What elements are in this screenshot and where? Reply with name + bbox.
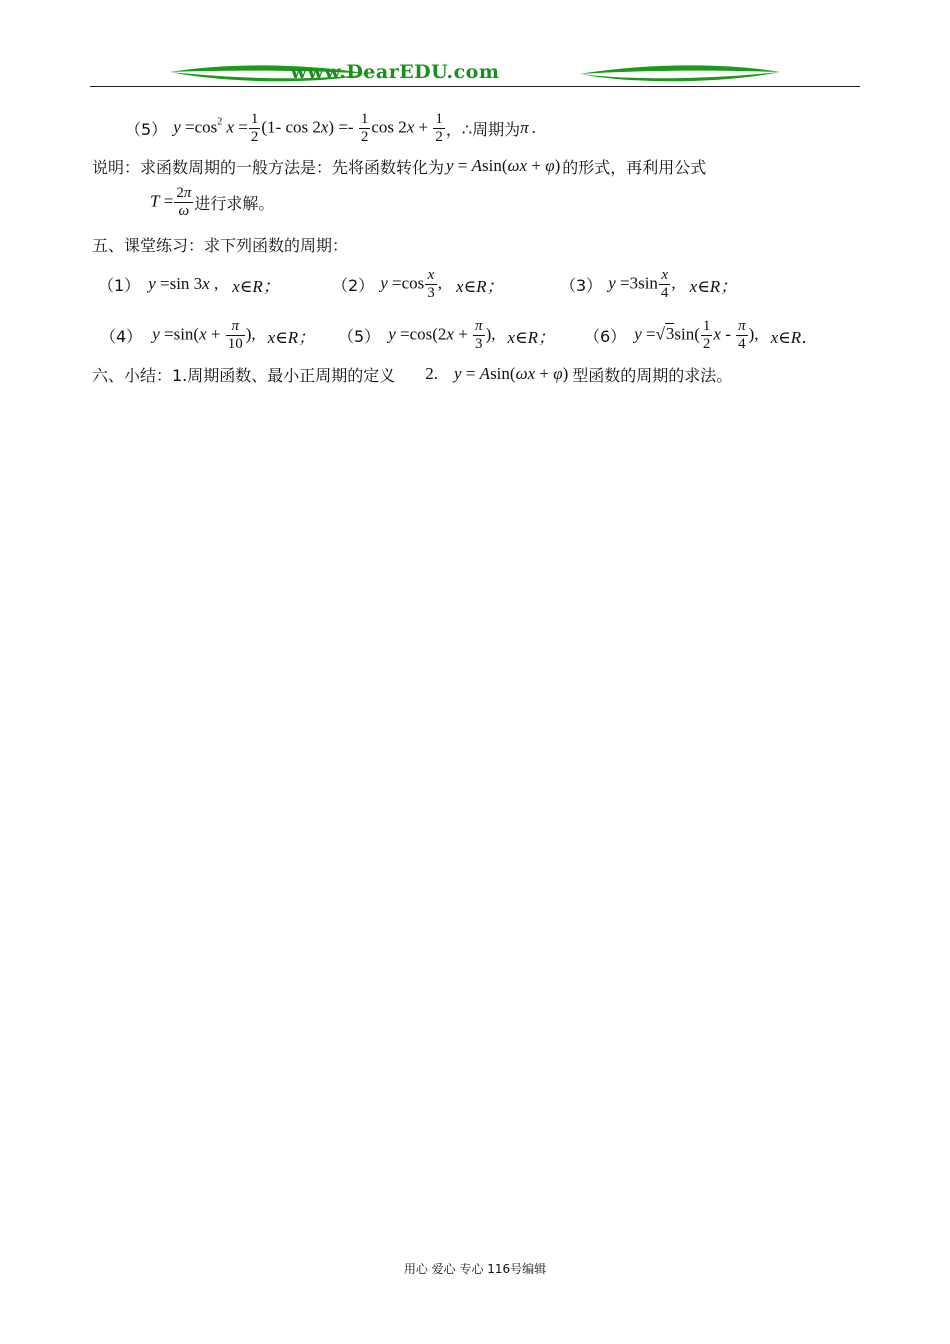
- exercise-1-formula: y =sin 3x ,: [148, 274, 219, 293]
- note-label: 说明：求函数周期的一般方法是：先将函数转化为: [92, 157, 445, 177]
- note-formula: y = Asin(ωx + φ): [446, 156, 561, 175]
- page-footer: 用心 爱心 专心 116号编辑: [403, 1262, 547, 1276]
- exercise-1: [98, 262, 280, 306]
- exercise-4: [100, 313, 315, 357]
- exercise-5-number: （5）: [338, 326, 381, 346]
- period-formula-tail: 进行求解。: [194, 193, 275, 213]
- item-5-formula: $y =\cos^2$ x = $\frac{1}{2}$ (1- cos 2x) =- $\frac{1}{2}$ cos 2x + $\frac{1}{2}$: [173, 110, 443, 145]
- exercise-2-number: （2）: [332, 275, 375, 295]
- item-5-line: [125, 106, 536, 150]
- note-line: [92, 154, 706, 178]
- exercise-1-domain: x∈R；: [232, 276, 280, 296]
- period-formula: T = $\frac{2\pi}{\omega}$: [150, 184, 192, 219]
- exercise-3: [560, 262, 737, 306]
- logo-text: www.DearEDU.com: [290, 61, 500, 83]
- exercise-5-domain: x∈R；: [507, 327, 555, 347]
- item-5-tail: ，∴周期为: [445, 119, 521, 139]
- section-6-line: [92, 362, 732, 386]
- exercise-3-number: （3）: [560, 275, 603, 295]
- exercise-6-number: （6）: [584, 326, 627, 346]
- exercise-3-formula: y =3sin $\frac{x}{4}$ ,: [608, 266, 676, 301]
- exercise-5: [338, 313, 555, 357]
- note-after: 的形式，再利用公式: [562, 157, 707, 177]
- section-6-tail: 型函数的周期的求法。: [572, 365, 733, 385]
- exercise-5-formula: y =cos(2x + $\frac{\pi}{3}$ ),: [388, 317, 496, 352]
- exercise-4-formula: y =sin(x + $\frac{\pi}{10}$ ),: [152, 317, 256, 352]
- exercise-6: [584, 313, 818, 357]
- page-header: [90, 60, 860, 90]
- item-5-number: （5）: [125, 119, 168, 139]
- period-formula-line: [150, 180, 274, 224]
- exercise-1-number: （1）: [98, 275, 141, 295]
- item-5-pi: π: [520, 118, 529, 137]
- item-5-dot: .: [531, 118, 536, 137]
- exercise-2: [332, 262, 504, 306]
- exercise-3-domain: x∈R；: [689, 276, 738, 296]
- exercise-4-domain: x∈R；: [267, 327, 316, 347]
- exercise-6-formula: y =√3sin( $\frac{1}{2}$ x - $\frac{\pi}{4}$ ),: [634, 317, 759, 352]
- section-6-title: 六、小结：1.周期函数、最小正周期的定义: [92, 365, 396, 385]
- exercise-2-formula: y =cos $\frac{x}{3}$ ,: [380, 266, 442, 301]
- header-rule: [90, 86, 860, 87]
- exercise-2-domain: x∈R；: [455, 276, 504, 296]
- section-6-item2-number: 2.: [425, 364, 439, 383]
- section-6-formula: y = Asin(ωx + φ): [454, 364, 569, 383]
- exercise-6-domain: x∈R．: [770, 327, 819, 347]
- section-5-title: 五、课堂练习：求下列函数的周期：: [92, 236, 349, 255]
- exercise-4-number: （4）: [100, 326, 143, 346]
